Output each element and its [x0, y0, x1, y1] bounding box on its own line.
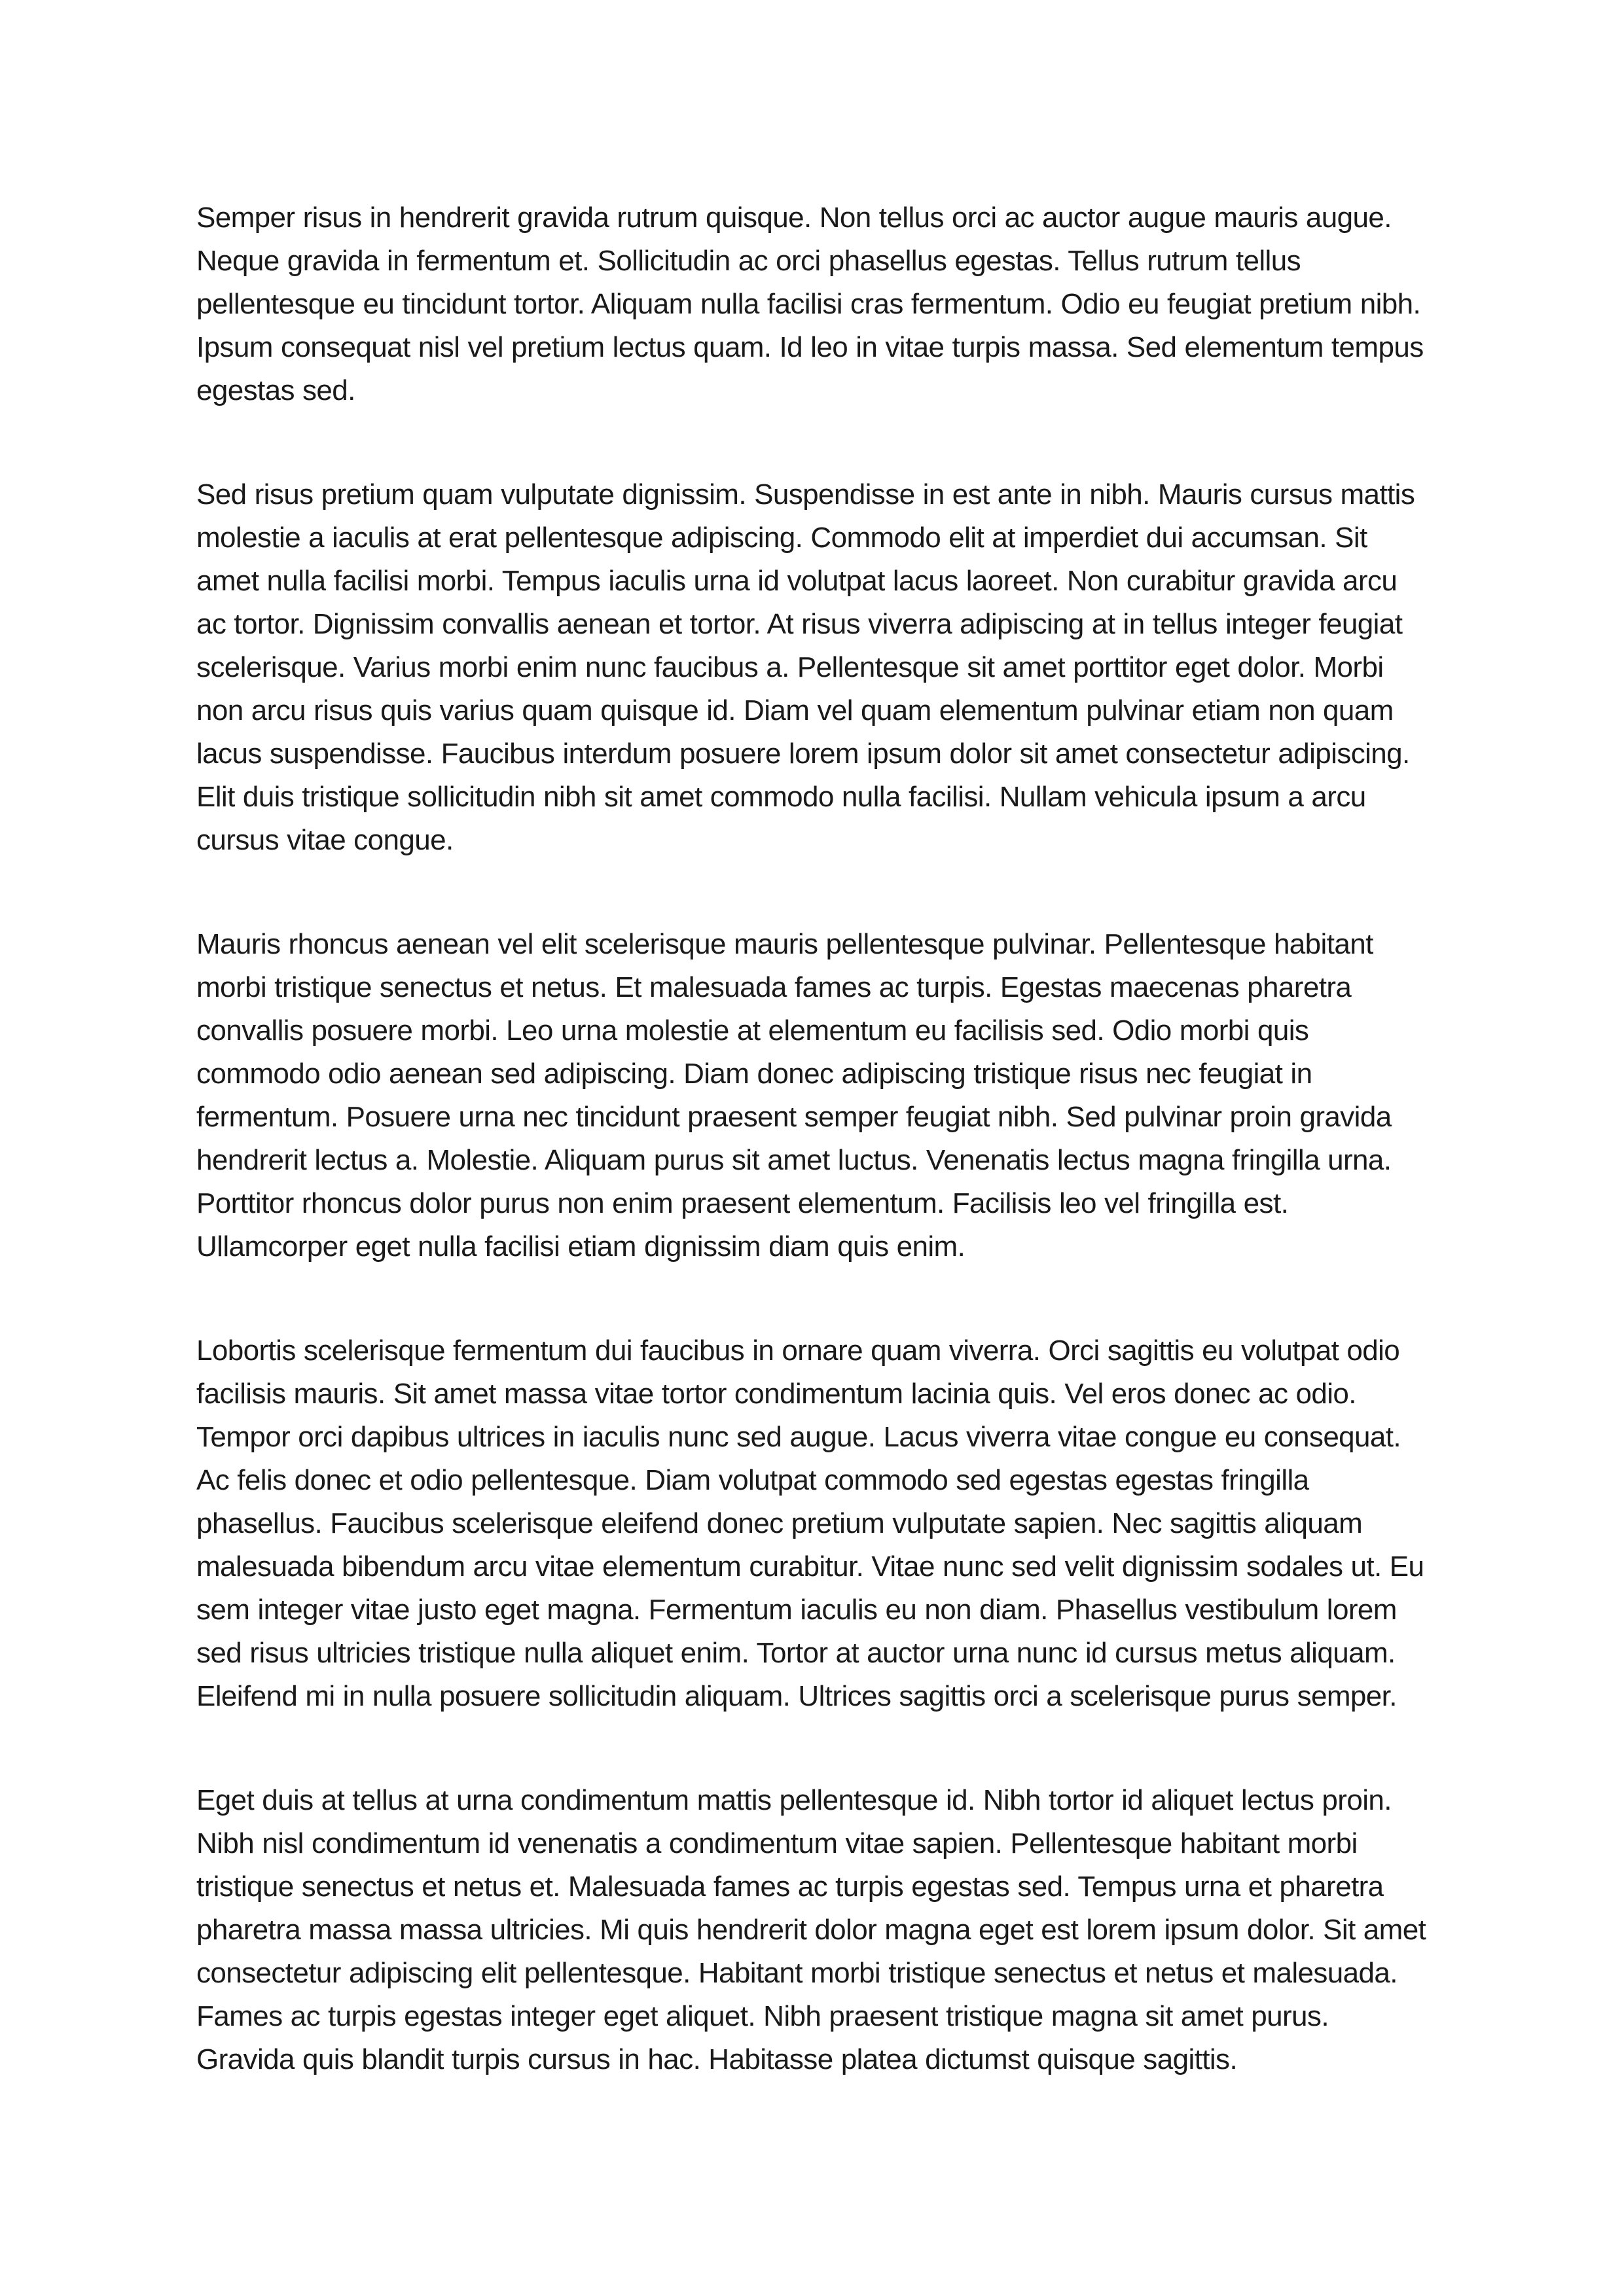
paragraph: Sed risus pretium quam vulputate dignissim. Suspendisse in est ante in nibh. Mauris cursus mattis molestie a iaculis at erat pellentesque adipiscing. Commodo elit at imperdiet dui accumsan. Sit amet nulla facilisi morbi. Tempus iaculis urna id volutpat lacus laoreet. Non curabitur gravida arcu ac tortor. Dignissim convallis aenean et tortor. At risus viverra adipiscing at in tellus integer feugiat scelerisque. Varius morbi enim nunc faucibus a. Pellentesque sit amet porttitor eget dolor. Morbi non arcu risus quis varius quam quisque id. Diam vel quam elementum pulvinar etiam non quam lacus suspendisse. Faucibus interdum posuere lorem ipsum dolor sit amet consectetur adipiscing. Elit duis tristique sollicitudin nibh sit amet commodo nulla facilisi. Nullam vehicula ipsum a arcu cursus vitae congue.: [196, 478, 1415, 856]
paragraph: Lobortis scelerisque fermentum dui faucibus in ornare quam viverra. Orci sagittis eu volutpat odio facilisis mauris. Sit amet massa vitae tortor condimentum lacinia quis. Vel eros donec ac odio. Tempor orci dapibus ultrices in iaculis nunc sed augue. Lacus viverra vitae congue eu consequat. Ac felis donec et odio pellentesque. Diam volutpat commodo sed egestas egestas fringilla phasellus. Faucibus scelerisque eleifend donec pretium vulputate sapien. Nec sagittis aliquam malesuada bibendum arcu vitae elementum curabitur. Vitae nunc sed velit dignissim sodales ut. Eu sem integer vitae justo eget magna. Fermentum iaculis eu non diam. Phasellus vestibulum lorem sed risus ultricies tristique nulla aliquet enim. Tortor at auctor urna nunc id cursus metus aliquam. Eleifend mi in nulla posuere sollicitudin aliquam. Ultrices sagittis orci a scelerisque purus semper.: [196, 1335, 1424, 1712]
paragraph: Eget duis at tellus at urna condimentum mattis pellentesque id. Nibh tortor id aliquet lectus proin. Nibh nisl condimentum id venenatis a condimentum vitae sapien. Pellentesque habitant morbi tristique senectus et netus et. Malesuada fames ac turpis egestas sed. Tempus urna et pharetra pharetra massa massa ultricies. Mi quis hendrerit dolor magna eget est lorem ipsum dolor. Sit amet consectetur adipiscing elit pellentesque. Habitant morbi tristique senectus et netus et malesuada. Fames ac turpis egestas integer eget aliquet. Nibh praesent tristique magna sit amet purus. Gravida quis blandit turpis cursus in hac. Habitasse platea dictumst quisque sagittis.: [196, 1784, 1426, 2075]
paragraph: Semper risus in hendrerit gravida rutrum quisque. Non tellus orci ac auctor augue mauris augue. Neque gravida in fermentum et. Sollicitudin ac orci phasellus egestas. Tellus rutrum tellus pellentesque eu tincidunt tortor. Aliquam nulla facilisi cras fermentum. Odio eu feugiat pretium nibh. Ipsum consequat nisl vel pretium lectus quam. Id leo in vitae turpis massa. Sed elementum tempus egestas sed.: [196, 202, 1424, 406]
paragraph: Mauris rhoncus aenean vel elit scelerisque mauris pellentesque pulvinar. Pellentesque habitant morbi tristique senectus et netus. Et malesuada fames ac turpis. Egestas maecenas pharetra convallis posuere morbi. Leo urna molestie at elementum eu facilisis sed. Odio morbi quis commodo odio aenean sed adipiscing. Diam donec adipiscing tristique risus nec feugiat in fermentum. Posuere urna nec tincidunt praesent semper feugiat nibh. Sed pulvinar proin gravida hendrerit lectus a. Molestie. Aliquam purus sit amet luctus. Venenatis lectus magna fringilla urna. Porttitor rhoncus dolor purus non enim praesent elementum. Facilisis leo vel fringilla est. Ullamcorper eget nulla facilisi etiam dignissim diam quis enim.: [196, 928, 1392, 1263]
